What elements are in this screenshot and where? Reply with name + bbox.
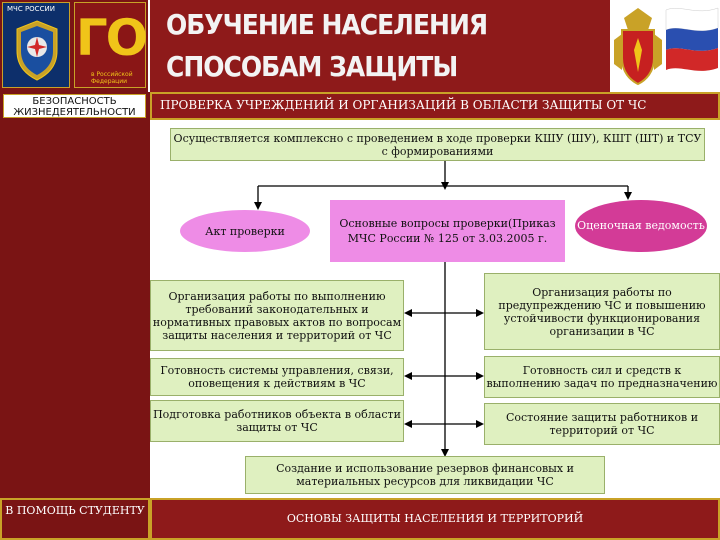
go-subtitle: в Российской Федерации xyxy=(91,71,133,85)
right-item-box: Готовность сил и средств к выполнению задач по предназначению xyxy=(484,356,720,398)
section-header xyxy=(150,92,720,120)
sidebar-section-label: БЕЗОПАСНОСТЬ ЖИЗНЕДЕЯТЕЛЬНОСТИ xyxy=(3,94,146,118)
left-item-box: Готовность системы управления, связи, оповещения к действиям в ЧС xyxy=(150,358,404,396)
footer-title: ОСНОВЫ ЗАЩИТЫ НАСЕЛЕНИЯ И ТЕРРИТОРИЙ xyxy=(286,512,584,525)
mchs-label: МЧС РОССИИ xyxy=(7,5,55,13)
footer-bar xyxy=(150,498,720,540)
go-logo xyxy=(74,2,146,88)
go-letters: ГО xyxy=(75,9,147,67)
left-column xyxy=(0,92,150,498)
title-panel xyxy=(150,0,610,92)
section-title: ПРОВЕРКА УЧРЕЖДЕНИЙ И ОРГАНИЗАЦИЙ В ОБЛАСТИ ЗАЩИТЫ ОТ ЧС xyxy=(160,98,647,112)
mchs-logo xyxy=(2,2,70,88)
evaluation-sheet-ellipse: Оценочная ведомость xyxy=(575,200,707,252)
coat-of-arms-icon xyxy=(608,0,720,92)
left-item-box: Подготовка работников объекта в области защиты от ЧС xyxy=(150,400,404,442)
page-title-line1: ОБУЧЕНИЕ НАСЕЛЕНИЯ xyxy=(166,8,488,41)
intro-box: Осуществляется комплексно с проведением в ходе проверки КШУ (ШУ), КШТ (ШТ) и ТСУ с формированиями xyxy=(170,128,705,161)
reserves-box: Создание и использование резервов финансовых и материальных ресурсов для ликвидации ЧС xyxy=(245,456,605,494)
act-ellipse: Акт проверки xyxy=(180,210,310,252)
page-title-line2: СПОСОБАМ ЗАЩИТЫ xyxy=(166,50,458,83)
main-questions-box: Основные вопросы проверки(Приказ МЧС России № 125 от 3.03.2005 г. xyxy=(330,200,565,262)
right-item-box: Состояние защиты работников и территорий от ЧС xyxy=(484,403,720,445)
russian-flag-icon xyxy=(666,8,718,71)
student-help-button[interactable]: В ПОМОЩЬ СТУДЕНТУ xyxy=(0,498,150,540)
right-item-box: Организация работы по предупреждению ЧС и повышению устойчивости функционирования организации в ЧС xyxy=(484,273,720,350)
left-item-box: Организация работы по выполнению требований законодательных и нормативных правовых актов по вопросам защиты населения и территорий от ЧС xyxy=(150,280,404,351)
mchs-emblem-icon xyxy=(13,17,61,83)
logo-panel xyxy=(0,0,148,92)
